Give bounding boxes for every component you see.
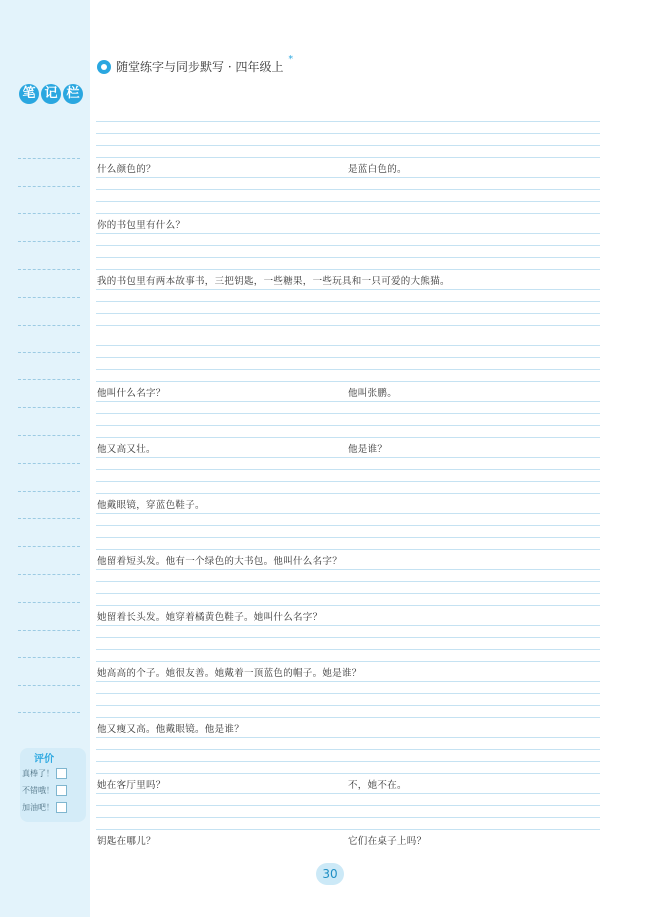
prompt-text: 她留着长头发。她穿着橘黄色鞋子。她叫什么名字？ [97, 612, 323, 623]
notes-line [18, 269, 80, 270]
writing-rule [96, 369, 600, 370]
writing-rule [96, 749, 600, 750]
writing-rule [96, 773, 600, 774]
writing-rule [96, 401, 600, 402]
writing-rule [96, 177, 600, 178]
writing-rule [96, 301, 600, 302]
writing-rule [96, 257, 600, 258]
writing-rule [96, 817, 600, 818]
notes-line [18, 685, 80, 686]
writing-rule [96, 829, 600, 830]
writing-rule [96, 593, 600, 594]
notes-line [18, 602, 80, 603]
notes-line [18, 546, 80, 547]
writing-rule [96, 649, 600, 650]
header-title: 随堂练字与同步默写 · 四年级上 [116, 60, 284, 74]
evaluation-checkbox[interactable] [56, 768, 67, 779]
evaluation-label: 加油吧！ [22, 803, 54, 812]
writing-rule [96, 157, 600, 158]
evaluation-label: 不错哦！ [22, 786, 54, 795]
notes-line [18, 435, 80, 436]
writing-rule [96, 661, 600, 662]
writing-rule [96, 201, 600, 202]
notes-line [18, 158, 80, 159]
evaluation-box [20, 748, 86, 822]
writing-rule [96, 425, 600, 426]
prompt-text: 她在客厅里吗？ [97, 780, 166, 791]
star-icon: * [288, 54, 293, 65]
prompt-text: 他留着短头发。他有一个绿色的大书包。他叫什么名字？ [97, 556, 343, 567]
evaluation-item [22, 768, 67, 779]
writing-rule [96, 537, 600, 538]
prompt-text: 他是谁？ [348, 444, 388, 455]
prompt-text: 钥匙在哪儿？ [97, 836, 156, 847]
prompt-text: 我的书包里有两本故事书，三把钥匙，一些糖果，一些玩具和一只可爱的大熊猫。 [97, 276, 450, 287]
notes-char: 笔 [19, 84, 39, 104]
writing-rule [96, 761, 600, 762]
writing-rule [96, 737, 600, 738]
evaluation-item [22, 802, 67, 813]
notes-line [18, 379, 80, 380]
writing-rule [96, 457, 600, 458]
notes-line [18, 574, 80, 575]
writing-rule [96, 313, 600, 314]
notes-line [18, 407, 80, 408]
evaluation-title: 评价 [34, 754, 54, 765]
writing-rule [96, 269, 600, 270]
notes-line [18, 657, 80, 658]
writing-rule [96, 793, 600, 794]
notes-line [18, 518, 80, 519]
writing-rule [96, 481, 600, 482]
prompt-text: 它们在桌子上吗？ [348, 836, 427, 847]
writing-rule [96, 437, 600, 438]
writing-rule [96, 513, 600, 514]
writing-rule [96, 493, 600, 494]
notes-char: 栏 [63, 84, 83, 104]
notes-column-title [19, 84, 83, 104]
writing-rule [96, 145, 600, 146]
notes-line [18, 186, 80, 187]
writing-rule [96, 233, 600, 234]
writing-rule [96, 805, 600, 806]
prompt-text: 你的书包里有什么？ [97, 220, 186, 231]
writing-rule [96, 189, 600, 190]
writing-rule [96, 717, 600, 718]
writing-rule [96, 469, 600, 470]
writing-rule [96, 357, 600, 358]
notes-line [18, 491, 80, 492]
notes-line [18, 325, 80, 326]
notes-char: 记 [41, 84, 61, 104]
writing-rule [96, 525, 600, 526]
prompt-text: 他叫什么名字？ [97, 388, 166, 399]
evaluation-checkbox[interactable] [56, 802, 67, 813]
page-number: 30 [316, 863, 344, 885]
writing-rule [96, 549, 600, 550]
writing-rule [96, 693, 600, 694]
writing-rule [96, 605, 600, 606]
writing-rule [96, 289, 600, 290]
page-header [97, 54, 293, 75]
writing-rule [96, 121, 600, 122]
writing-rule [96, 581, 600, 582]
writing-rule [96, 245, 600, 246]
writing-rule [96, 413, 600, 414]
evaluation-label: 真棒了！ [22, 769, 54, 778]
prompt-text: 是蓝白色的。 [348, 164, 407, 175]
writing-rule [96, 213, 600, 214]
prompt-text: 他戴眼镜，穿蓝色鞋子。 [97, 500, 205, 511]
notes-sidebar [0, 0, 90, 917]
notes-line [18, 712, 80, 713]
writing-rule [96, 325, 600, 326]
prompt-text: 她高高的个子。她很友善。她戴着一顶蓝色的帽子。她是谁？ [97, 668, 362, 679]
evaluation-checkbox[interactable] [56, 785, 67, 796]
writing-rule [96, 705, 600, 706]
notes-line [18, 241, 80, 242]
prompt-text: 他又瘦又高。他戴眼镜。他是谁？ [97, 724, 245, 735]
notes-line [18, 297, 80, 298]
writing-rule [96, 569, 600, 570]
prompt-text: 不，她不在。 [348, 780, 407, 791]
notes-line [18, 213, 80, 214]
writing-rule [96, 637, 600, 638]
notes-line [18, 463, 80, 464]
writing-rule [96, 381, 600, 382]
prompt-text: 什么颜色的？ [97, 164, 156, 175]
writing-rule [96, 345, 600, 346]
notes-line [18, 630, 80, 631]
evaluation-item [22, 785, 67, 796]
writing-rule [96, 681, 600, 682]
notes-line [18, 352, 80, 353]
prompt-text: 他又高又壮。 [97, 444, 156, 455]
writing-rule [96, 133, 600, 134]
logo-icon [97, 60, 111, 74]
prompt-text: 他叫张鹏。 [348, 388, 398, 399]
writing-rule [96, 625, 600, 626]
